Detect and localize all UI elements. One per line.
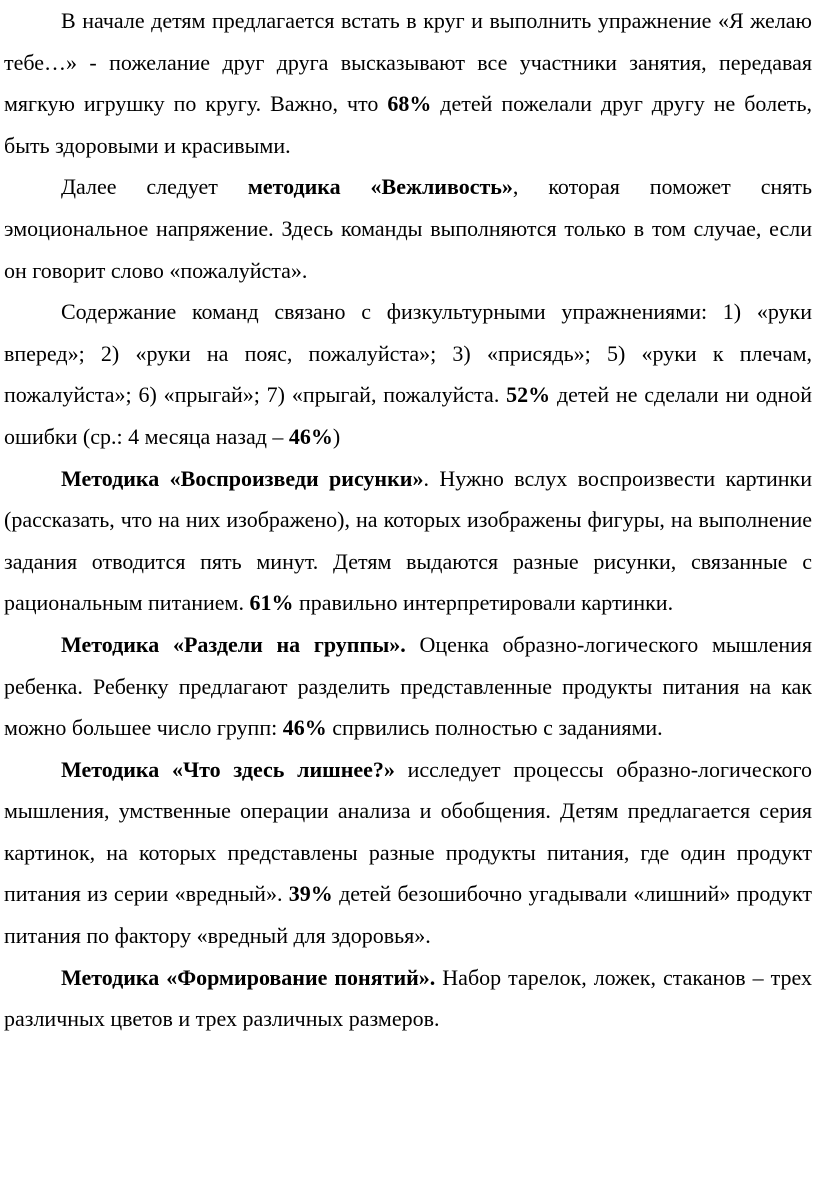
percent-highlight: 61% [249,590,294,616]
paragraph-text: Набор тарелок, ложек, стаканов – трех различных цветов и трех различных размеров. [4,964,812,1032]
method-title: Методика «Раздели на группы». [61,631,406,657]
paragraph-text: спрвились полностью с заданиями. [326,715,663,741]
paragraph-commands [4,291,812,457]
document-page [4,0,812,1040]
percent-highlight: 52% [506,382,551,408]
method-title: Методика «Воспроизведи рисунки» [61,465,424,491]
method-title: Методика «Что здесь лишнее?» [61,756,395,782]
paragraph-text: детей не сделали ни одной ошибки (ср.: 4 месяца назад – [4,382,812,449]
paragraph-text: правильно интерпретировали картинки. [293,590,674,616]
paragraph-text: В начале детям предлагается встать в круг и выполнить упражнение «Я желаю тебе…» - пожелание друг друга высказывают все участники занятия, передавая мягкую игрушку по кругу. Важно, что [4,8,812,117]
paragraph-intro [4,0,812,166]
method-title: методика «Вежливость» [247,174,513,200]
paragraph-text: Содержание команд связано с физкультурными упражнениями: 1) «руки вперед»; 2) «руки на пояс, пожалуйста»; 3) «присядь»; 5) «руки к плечам, пожалуйста»; 6) «прыгай»; 7) «прыгай, пожалуйста. [4,299,812,408]
percent-highlight: 46% [288,423,333,449]
paragraph-politeness [4,166,812,291]
paragraph-text: . Нужно вслух воспроизвести картинки (рассказать, что на них изображено), на которых изображены фигуры, на выполнение задания отводится пять минут. Детям выдаются разные рисунки, связанные с рациональным питанием. [4,465,812,616]
paragraph-text: Далее следует [61,174,248,200]
paragraph-text: , которая поможет снять эмоциональное напряжение. Здесь команды выполняются только в том случае, если он говорит слово «пожалуйста». [4,174,813,283]
paragraph-odd-one-out [4,749,812,957]
paragraph-text: исследует процессы образно-логического мышления, умственные операции анализа и обобщения. Детям предлагается серия картинок, на которых представлены разные продукты питания, где один продукт питания из серии «вредный». [4,756,812,907]
method-title: Методика «Формирование понятий». [61,964,436,990]
paragraph-reproduce-pictures [4,458,812,624]
percent-highlight: 46% [282,715,327,741]
percent-highlight: 68% [387,91,432,117]
paragraph-concept-formation [4,957,812,1040]
paragraph-text: детей безошибочно угадывали «лишний» продукт питания по фактору «вредный для здоровья». [4,881,812,949]
paragraph-divide-groups [4,624,812,749]
paragraph-text: ) [332,423,341,449]
paragraph-text: детей пожелали друг другу не болеть, быть здоровыми и красивыми. [4,91,813,158]
percent-highlight: 39% [288,881,333,907]
paragraph-text: Оценка образно-логического мышления ребенка. Ребенку предлагают разделить представленные продукты питания на как можно большее число групп: [4,631,812,741]
